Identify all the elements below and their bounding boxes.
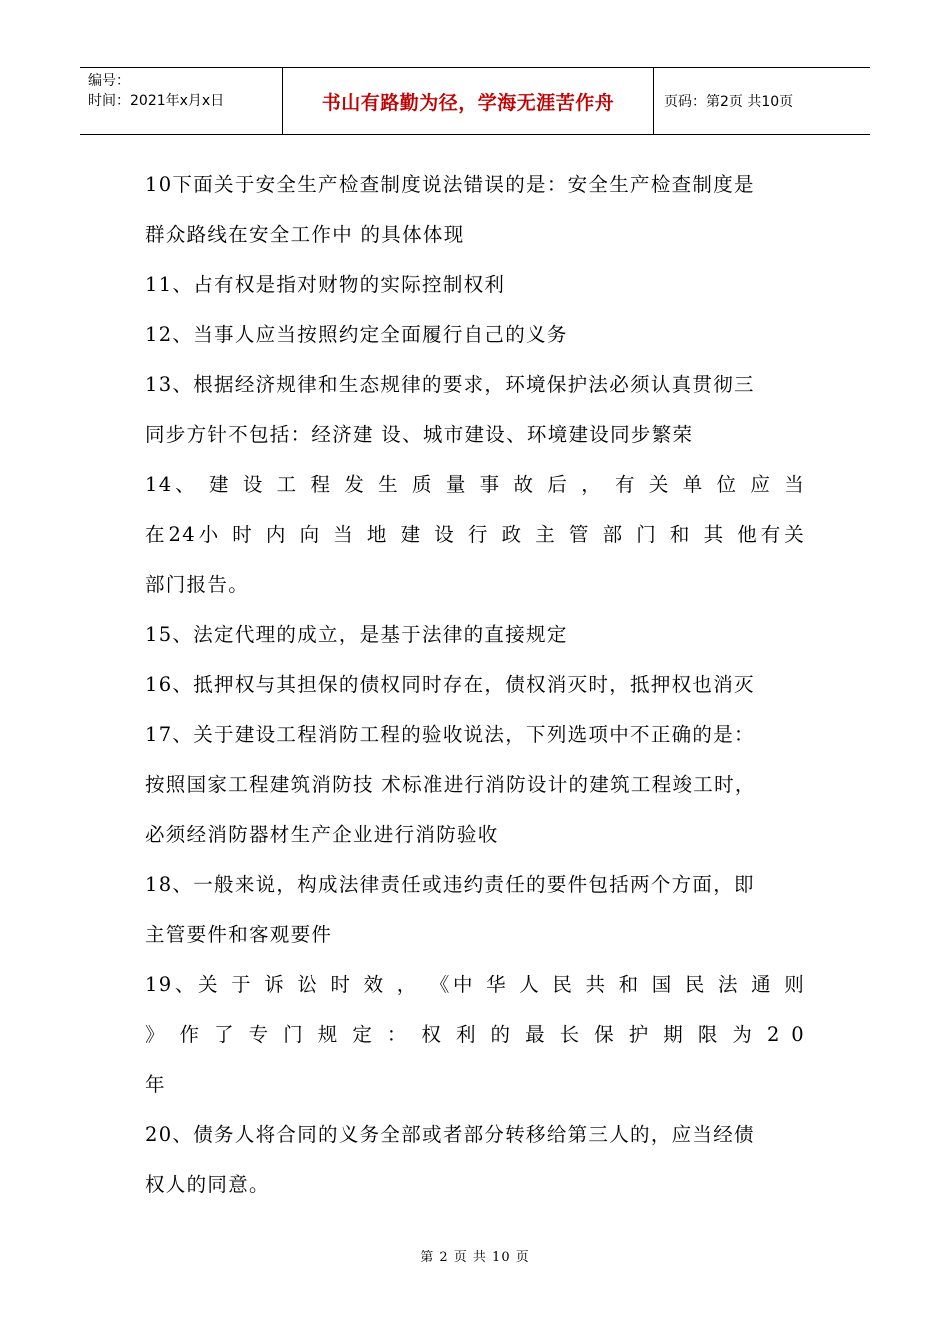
header-page-info: 页码：第2页 共10页 (664, 94, 794, 110)
text-line: 按照国家工程建筑消防技 术标准进行消防设计的建筑工程竣工时， (145, 773, 756, 796)
text-line: 16、抵押权与其担保的债权同时存在，债权消灭时，抵押权也消灭 (145, 673, 755, 696)
code-label: 编号： (88, 73, 130, 89)
text-line: 10下面关于安全生产检查制度说法错误的是：安全生产检查制度是 (145, 173, 755, 196)
text-line: 20、债务人将合同的义务全部或者部分转移给第三人的，应当经债 (145, 1123, 755, 1146)
text-line: 15、法定代理的成立，是基于法律的直接规定 (145, 623, 568, 646)
page-header (80, 67, 870, 135)
text-line: 必须经消防器材生产企业进行消防验收 (145, 823, 499, 846)
text-line: 13、根据经济规律和生态规律的要求，环境保护法必须认真贯彻三 (145, 373, 755, 396)
time-label: 时间：2021年x月x日 (88, 93, 225, 109)
text-line: 12、当事人应当按照约定全面履行自己的义务 (145, 323, 568, 346)
text-line: 11、占有权是指对财物的实际控制权利 (145, 273, 506, 296)
header-meta (80, 68, 282, 134)
text-line: 群众路线在安全工作中 的具体体现 (145, 223, 465, 246)
page-footer: 第 2 页 共 10 页 (420, 1250, 530, 1265)
text-line: 》 作 了 专 门 规 定 ： 权 利 的 最 长 保 护 期 限 为 2 0 (145, 1023, 805, 1046)
text-line: 主管要件和客观要件 (145, 923, 333, 946)
text-line: 部门报告。 (145, 573, 250, 596)
text-line: 14、 建 设 工 程 发 生 质 量 事 故 后 ， 有 关 单 位 应 当 (145, 473, 805, 496)
text-line: 年 (145, 1073, 166, 1096)
document-body (145, 160, 805, 1210)
text-line: 18、一般来说，构成法律责任或违约责任的要件包括两个方面，即 (145, 873, 755, 896)
text-line: 17、关于建设工程消防工程的验收说法，下列选项中不正确的是： (145, 723, 755, 746)
header-motto: 书山有路勤为径，学海无涯苦作舟 (282, 68, 654, 134)
text-line: 同步方针不包括：经济建 设、城市建设、环境建设同步繁荣 (145, 423, 694, 446)
text-line: 19、关 于 诉 讼 时 效 ， 《中 华 人 民 共 和 国 民 法 通 则 (145, 973, 805, 996)
text-line: 在24小 时 内 向 当 地 建 设 行 政 主 管 部 门 和 其 他有关 (145, 523, 805, 546)
text-line: 权人的同意。 (145, 1173, 270, 1196)
